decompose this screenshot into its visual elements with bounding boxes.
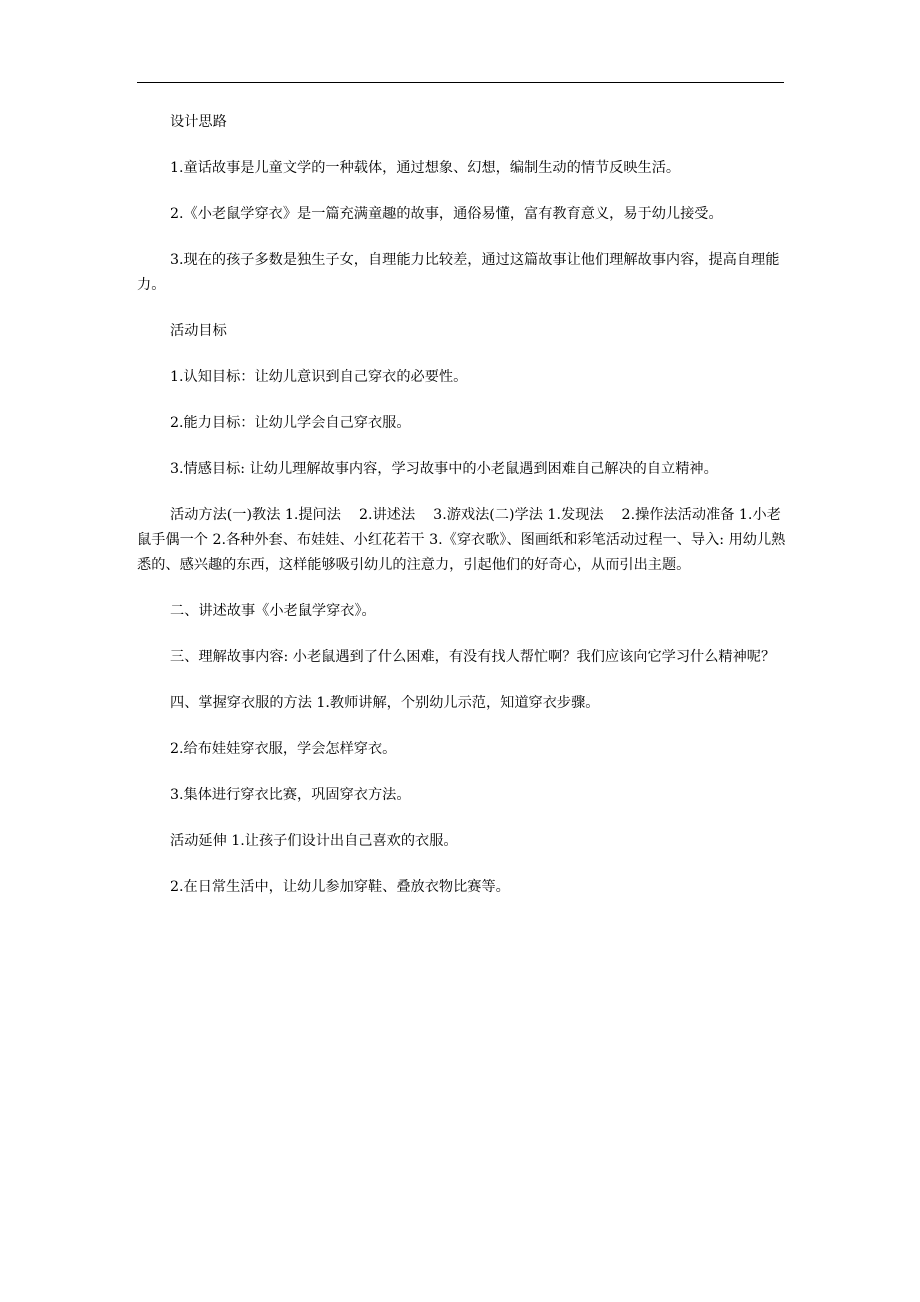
paragraph: 四、掌握穿衣服的方法 1.教师讲解，个别幼儿示范，知道穿衣步骤。: [170, 695, 600, 711]
paragraph: 三、理解故事内容: 小老鼠遇到了什么困难，有没有找人帮忙啊？我们应该向它学习什么精神呢？: [170, 649, 776, 665]
paragraph: 3.情感目标: 让幼儿理解故事内容，学习故事中的小老鼠遇到困难自己解决的自立精神。: [170, 461, 718, 477]
paragraph: 3.集体进行穿衣比赛，巩固穿衣方法。: [170, 787, 411, 803]
section-heading-design-ideas: 设计思路: [170, 114, 227, 130]
paragraph: 1.童话故事是儿童文学的一种载体，通过想象、幻想，编制生动的情节反映生活。: [170, 160, 681, 176]
paragraph: 1.认知目标：让幼儿意识到自己穿衣的必要性。: [170, 369, 468, 385]
header-rule: [137, 82, 784, 83]
paragraph: 2.给布娃娃穿衣服，学会怎样穿衣。: [170, 741, 397, 757]
paragraph-activity-extension: 活动延伸 1.让孩子们设计出自己喜欢的衣服。: [170, 833, 458, 849]
paragraph: 2.能力目标：让幼儿学会自己穿衣服。: [170, 415, 411, 431]
paragraph-activity-methods: 活动方法(一)教法 1.提问法 2.讲述法 3.游戏法(二)学法 1.发现法 2.操作法活动准备 1.小老鼠手偶一个 2.各种外套、布娃娃、小红花若干 3.《穿衣歌》、图画纸和彩笔活动过程一、导入: 用幼儿熟悉的、感兴趣的东西，这样能够吸引幼儿的注意力，引起他们的好奇心，从而引出主题。: [137, 507, 786, 573]
section-heading-activity-goals: 活动目标: [170, 323, 227, 339]
paragraph: 3.现在的孩子多数是独生子女，自理能力比较差，通过这篇故事让他们理解故事内容，提高自理能力。: [137, 252, 780, 293]
paragraph: 2.《小老鼠学穿衣》是一篇充满童趣的故事，通俗易懂，富有教育意义，易于幼儿接受。: [170, 206, 723, 222]
paragraph: 二、讲述故事《小老鼠学穿衣》。: [170, 603, 376, 619]
document-body: [137, 110, 789, 921]
paragraph: 2.在日常生活中，让幼儿参加穿鞋、叠放衣物比赛等。: [170, 879, 510, 895]
